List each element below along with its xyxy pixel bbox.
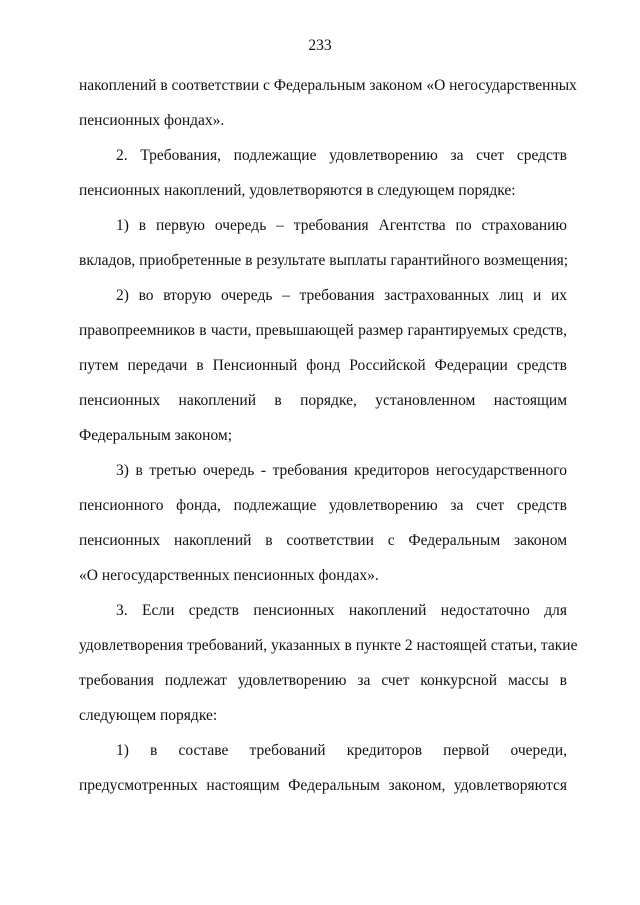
- text-line: пенсионного фонда, подлежащие удовлетворению за счет средств: [79, 497, 567, 514]
- text-line: пенсионных накоплений в соответствии с Федеральным законом: [79, 532, 567, 549]
- paragraph-start-line: 2) во вторую очередь – требования застрахованных лиц и их: [116, 287, 567, 304]
- text-line: пенсионных фондах».: [79, 112, 225, 129]
- text-line: Федеральным законом;: [79, 427, 233, 444]
- paragraph-start-line: 3. Если средств пенсионных накоплений недостаточно для: [116, 602, 567, 619]
- text-line: правопреемников в части, превышающей размер гарантируемых средств,: [79, 322, 567, 339]
- text-line: предусмотренных настоящим Федеральным законом, удовлетворяются: [79, 777, 567, 794]
- paragraph-start-line: 2. Требования, подлежащие удовлетворению за счет средств: [116, 147, 567, 164]
- paragraph-start-line: 1) в первую очередь – требования Агентства по страхованию: [116, 217, 567, 234]
- text-line: «О негосударственных пенсионных фондах».: [79, 567, 379, 584]
- text-line: удовлетворения требований, указанных в пункте 2 настоящей статьи, такие: [79, 637, 578, 654]
- page-number: 233: [308, 37, 332, 54]
- paragraph-start-line: 1) в составе требований кредиторов первой очереди,: [116, 742, 567, 759]
- text-line: пенсионных накоплений, удовлетворяются в следующем порядке:: [79, 182, 516, 199]
- text-line: требования подлежат удовлетворению за счет конкурсной массы в: [79, 672, 567, 689]
- text-line: накоплений в соответствии с Федеральным законом «О негосударственных: [79, 77, 577, 94]
- text-line: пенсионных накоплений в порядке, установленном настоящим: [79, 392, 567, 409]
- text-line: вкладов, приобретенные в результате выплаты гарантийного возмещения;: [79, 252, 569, 269]
- paragraph-start-line: 3) в третью очередь - требования кредиторов негосударственного: [116, 462, 567, 479]
- text-line: следующем порядке:: [79, 707, 218, 724]
- text-line: путем передачи в Пенсионный фонд Российской Федерации средств: [79, 357, 567, 374]
